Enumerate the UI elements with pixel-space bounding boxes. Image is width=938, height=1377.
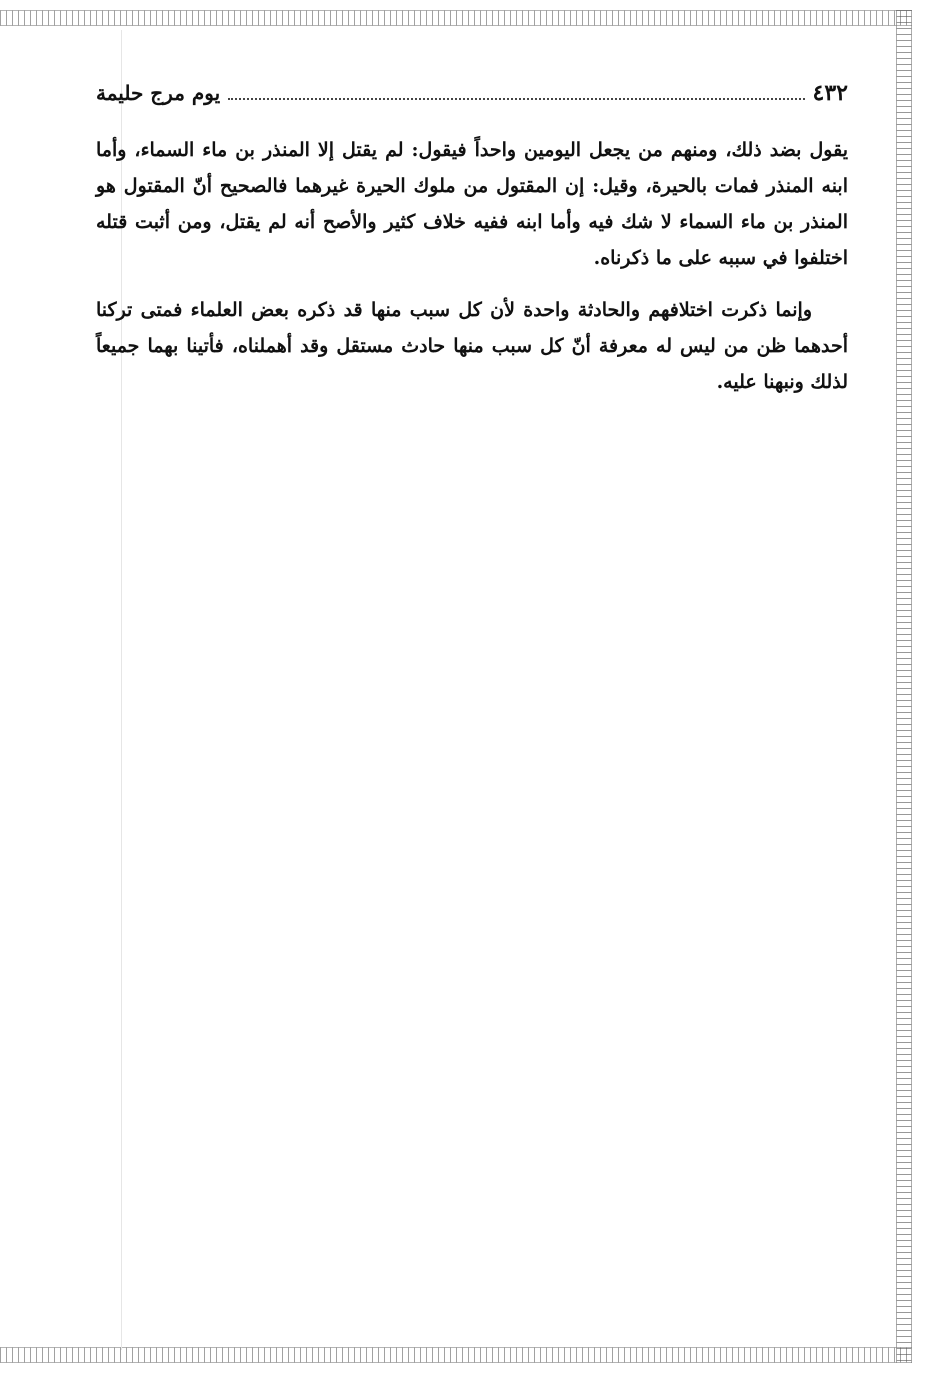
page-border-bottom (0, 1347, 912, 1363)
running-title: يوم مرج حليمة (96, 81, 221, 105)
paragraph-1: يقول بضد ذلك، ومنهم من يجعل اليومين واحداً فيقول: لم يقتل إلا المنذر بن ماء السماء، وأما ابنه المنذر فمات بالحيرة، وقيل: إن المقتول من ملوك الحيرة غيرهما فالصحيح أنّ المقتول هو المنذر بن ماء السماء لا شك فيه وأما ابنه ففيه خلاف كثير والأصح أنه لم يقتل، ومن أثبت قتله اختلفوا في سببه على ما ذكرناه. (96, 139, 848, 269)
page-border-right (896, 10, 912, 1363)
paragraph-2: وإنما ذكرت اختلافهم والحادثة واحدة لأن كل سبب منها قد ذكره بعض العلماء فمتى تركنا أحدهما ظن من ليس له معرفة أنّ كل سبب منها حادث مستقل وقد أهملناه، فأتينا بهما جميعاً لذلك ونبهنا عليه. (96, 299, 848, 393)
page-border-top (0, 10, 912, 26)
header-leader-dots (228, 84, 804, 100)
page-number: ٤٣٢ (812, 80, 848, 106)
page-header (96, 80, 848, 114)
body-text (96, 132, 848, 400)
